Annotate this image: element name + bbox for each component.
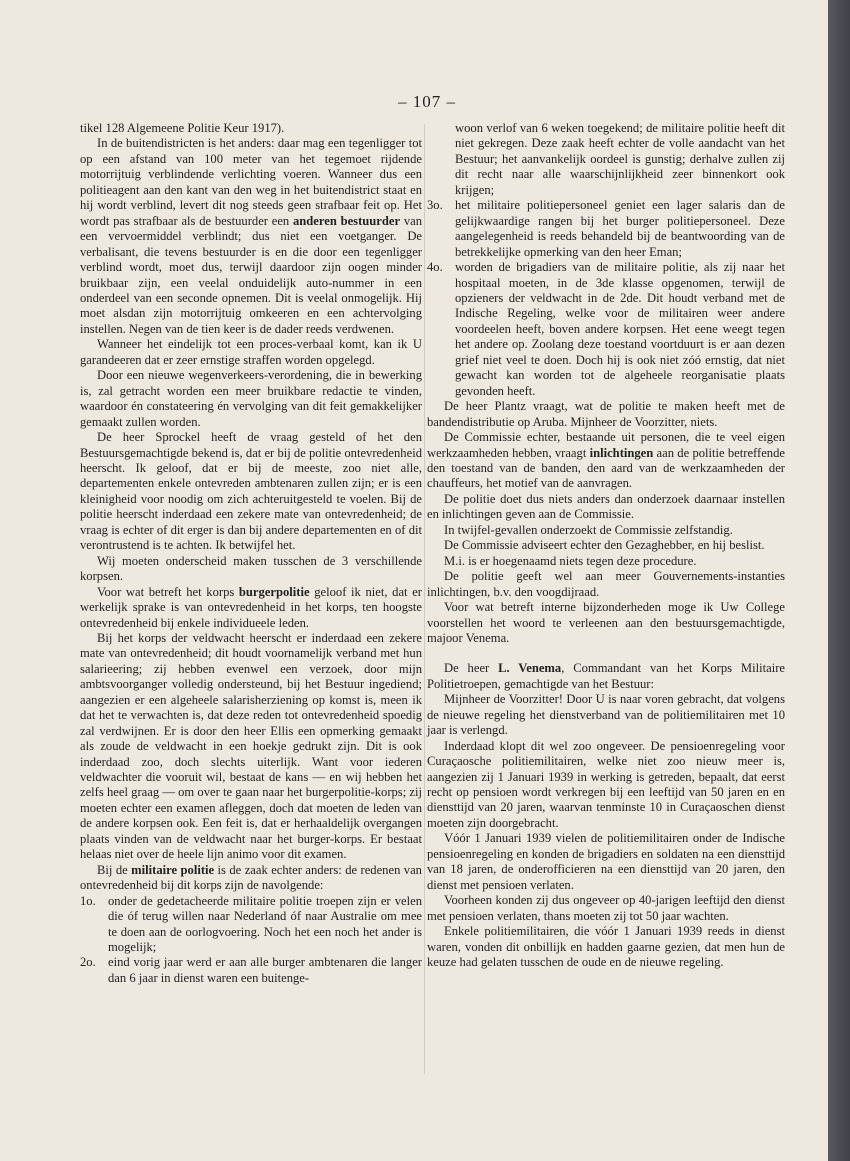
emphasis: militaire politie bbox=[131, 862, 215, 877]
paragraph: De politie geeft wel aan meer Gouvernements-instanties inlichtingen, b.v. den voogdijraad. bbox=[427, 569, 785, 599]
page-edge bbox=[828, 0, 850, 1161]
paragraph: De heer Sprockel heeft de vraag gesteld of het den Bestuursgemachtigde bekend is, dat er bij de politie ontevredenheid heerscht. Ik geloof, dat er bij de meeste, zoo niet alle, departementen enkele ontevreden ambtenaren zullen zijn; er is een kleinigheid voor noodig om zich achteruitgesteld te voelen. Bij de politie heerscht inderdaad een zekere mate van ontevredenheid; de vraag is echter of dit erger is dan bij andere departementen en of dit verontrustend is te achten. Ik betwijfel het. bbox=[80, 430, 422, 553]
paragraph: tikel 128 Algemeene Politie Keur 1917). bbox=[80, 121, 285, 135]
emphasis: inlichtingen bbox=[589, 445, 654, 460]
paragraph: Wij moeten onderscheid maken tusschen de 3 verschillende korpsen. bbox=[80, 553, 422, 584]
list-item-continued: woon verlof van 6 weken toegekend; de militaire politie heeft dit niet gekregen. Deze zaak heeft echter de volle aandacht van het Bestuur; het aanvankelijk oordeel is gunstig; derhalve zullen zij dit recht naar alle waarschijnlijkheid zeer binnenkort ook krijgen; bbox=[455, 121, 785, 197]
paragraph: In twijfel-gevallen onderzoekt de Commissie zelfstandig. bbox=[444, 522, 733, 537]
paragraph: De heer Plantz vraagt, wat de politie te maken heeft met de bandendistributie op Aruba. Mijnheer de Voorzitter, niets. bbox=[427, 399, 785, 429]
paragraph: Vóór 1 Januari 1939 vielen de politiemilitairen onder de Indische pensioenregeling en konden de brigadiers en soldaten na een diensttijd van 18 jaren, de onderofficieren na een diensttijd van 20 jaren, den dienst met pensioen verlaten. bbox=[427, 831, 785, 892]
paragraph: De heer L. Venema, Commandant van het Korps Militaire Politietroepen, gemachtigde van het Bestuur: bbox=[427, 661, 785, 691]
paragraph: Wanneer het eindelijk tot een proces-verbaal komt, kan ik U garandeeren dat er zeer ernstige straffen worden opgelegd. bbox=[80, 337, 422, 367]
paragraph: Voor wat betreft het korps burgerpolitie geloof ik niet, dat er werkelijk sprake is van ontevredenheid in het korps, ten hoogste ontevredenheid bij enkele individueele leden. bbox=[80, 584, 422, 630]
emphasis: burgerpolitie bbox=[238, 584, 310, 599]
paragraph: Door een nieuwe wegenverkeers-verordening, die in bewerking is, zal getracht worden een meer bruikbare redactie te vinden, waardoor én constateering én vervolging van dit feit gemakkelijker gemaakt zullen worden. bbox=[80, 368, 422, 429]
list-item: 2o. eind vorig jaar werd er aan alle burger ambtenaren die langer dan 6 jaar in dienst waren een buitenge- bbox=[80, 955, 422, 985]
paragraph: De politie doet dus niets anders dan onderzoek daarnaar instellen en inlichtingen geven aan de Commissie. bbox=[427, 491, 785, 522]
paragraph: Voorheen konden zij dus ongeveer op 40-jarigen leeftijd den dienst met pensioen verlaten, thans moeten zij tot 50 jaar wachten. bbox=[427, 893, 785, 923]
left-column bbox=[80, 121, 422, 986]
list-item: 3o. het militaire politiepersoneel geniet een lager salaris dan de gelijkwaardige rangen bij het burger politiepersoneel. Deze aangelegenheid is reeds behandeld bij de beantwoording van de betrekkelijke opmerking van den heer Eman; bbox=[427, 198, 785, 259]
page-number: – 107 – bbox=[398, 92, 456, 111]
emphasis: L. Venema bbox=[498, 661, 562, 676]
list-item: 1o. onder de gedetacheerde militaire politie troepen zijn er velen die óf terug willen naar Nederland óf naar Australie om mee te doen aan de oorlogvoering. Noch het een noch het ander is mogelijk; bbox=[80, 893, 422, 955]
emphasis: anderen bestuurder bbox=[292, 213, 401, 228]
list-item: 4o. worden de brigadiers van de militaire politie, als zij naar het hospitaal moeten, in de 3de klasse opgenomen, terwijl de opzieners der veldwacht in de 2de. Dit houdt verband met de Indische Regeling, welke voor de militairen weer andere voordeelen heeft, boven andere korpsen. Het eene weegt tegen het andere op. Zoolang deze toestand voortduurt is er aan dezen grief niet veel te doen. Doch hij is ook niet zóó ernstig, dat niet gewacht kan worden tot de algeheele reorganisatie plaats gevonden heeft. bbox=[427, 260, 785, 398]
paragraph: De Commissie echter, bestaande uit personen, die te veel eigen werkzaamheden hebben, vraagt inlichtingen aan de politie betreffende den toestand van de banden, den aard van de werkzaamheden der chauffeurs, het motief van de aanvragen. bbox=[427, 430, 785, 491]
paragraph: Inderdaad klopt dit wel zoo ongeveer. De pensioenregeling voor Curaçaosche politiemilitairen, welke niet zoo nieuw meer is, aangezien zij 1 Januari 1939 in werking is getreden, bepaalt, dat eerst recht op pensioen wordt verkregen bij een leeftijd van 50 jaren en en diensttijd van 20 jaren, waarvan tenminste 10 in Curaçaoschen dienst moeten zijn doorgebracht. bbox=[427, 738, 785, 830]
column-divider bbox=[424, 124, 425, 1074]
paragraph: Bij het korps der veldwacht heerscht er inderdaad een zekere mate van ontevredenheid; dit houdt voornamelijk verband met hun salarieering; zij hebben evenwel een verzoek, door mijn ambtsvoorganger volledig ondersteund, bij het Bestuur ingediend; aangezien er een algeheele salarisherziening op komst is, meen ik dat het te verwachten is, dat deze reden tot ontevredenheid spoedig zal verdwijnen. Er is door den heer Ellis een opmerking gemaakt als zoude de veldwacht in een hoekje gedrukt zijn. Dit is ook inderdaad zoo, doch slechts uiterlijk. Want voor iederen veldwachter die vooruit wil, bestaat de kans — en wij hebben het zelfs heel graag — om over te gaan naar het burgerpolitie-korps; zij moeten echter een examen afleggen, doch dat moeten de leden van de andere korpsen ook. Een feit is, dat er herhaaldelijk overgangen plaats vinden van de veldwacht naar het burger-korps. Er bestaat helaas niet over de heele lijn animo voor dit examen. bbox=[80, 630, 422, 862]
paragraph: Voor wat betreft interne bijzonderheden moge ik Uw College voorstellen het woord te verleenen aan den bestuursgemachtigde, majoor Venema. bbox=[427, 600, 785, 645]
paragraph: Enkele politiemilitairen, die vóór 1 Januari 1939 reeds in dienst waren, vonden dit onbillijk en hadden gaarne gezien, dat men hun de keuze had gelaten tusschen de oude en de nieuwe regeling. bbox=[427, 924, 785, 970]
paragraph: In de buitendistricten is het anders: daar mag een tegenligger tot op een afstand van 100 meter van het tegemoet rijdende motorrijtuig verblindende verlichting voeren. Wanneer dus een politieagent aan den kant van den weg in het buitendistrict staat en hij wordt verblind, levert dit nog steeds geen strafbaar feit op. Het wordt pas strafbaar als de bestuurder een anderen bestuurder van een vervoermiddel verblindt; dus niet een voetganger. De verbalisant, die tevens bestuurder is en die door een tegenligger verblind wordt, moet dus, terwijl daardoor zijn oogen minder bruikbaar zijn, een veelal onduidelijk auto-nummer in een onderdeel van een seconde opnemen. Dit is veelal onmogelijk. Hij moet alsdan zijn motorrijtuig omkeeren en een achtervolging instellen. Negen van de tien keer is de dader reeds verdwenen. bbox=[80, 136, 422, 336]
right-column bbox=[427, 121, 785, 970]
paragraph: Bij de militaire politie is de zaak echter anders: de redenen van ontevredenheid bij dit korps zijn de navolgende: bbox=[80, 862, 422, 893]
paragraph: Mijnheer de Voorzitter! Door U is naar voren gebracht, dat volgens de nieuwe regeling het dienstverband van de politiemilitairen met 10 jaar is verlengd. bbox=[427, 692, 785, 738]
paragraph: De Commissie adviseert echter den Gezaghebber, en hij beslist. bbox=[444, 538, 765, 553]
paragraph: M.i. is er hoegenaamd niets tegen deze procedure. bbox=[444, 553, 697, 568]
